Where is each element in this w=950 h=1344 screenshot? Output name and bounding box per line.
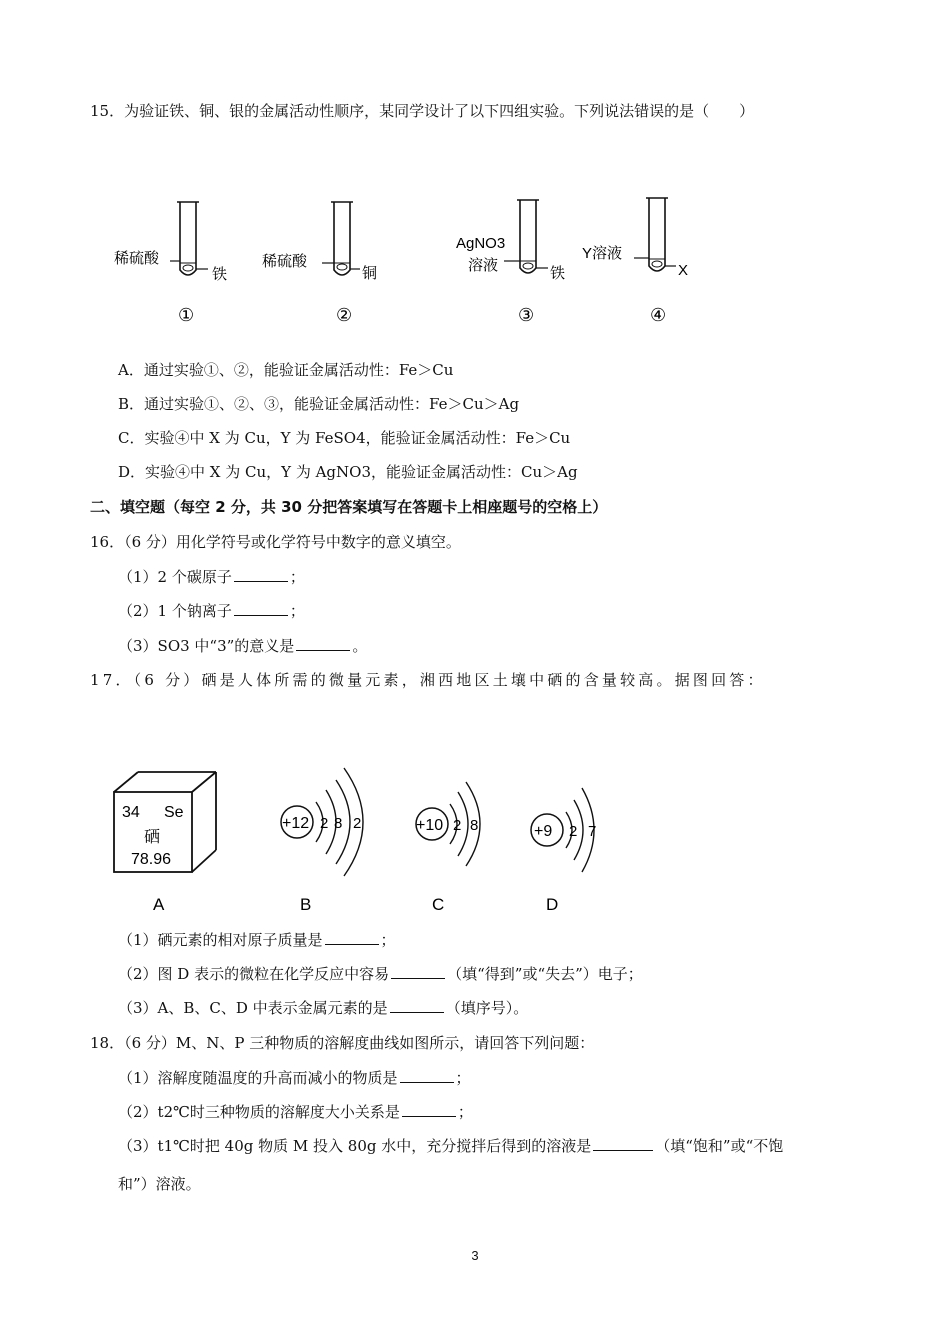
tube-1-metal: 铁 bbox=[212, 266, 228, 283]
tube-4-solution: Y溶液 bbox=[582, 245, 623, 262]
tube-4-metal: X bbox=[678, 262, 689, 279]
answer-blank bbox=[234, 567, 288, 582]
q15-test-tubes-figure bbox=[100, 190, 720, 330]
q16-item-2: （2）1 个钠离子 ； bbox=[118, 602, 305, 620]
atom-structure-d bbox=[531, 788, 596, 872]
element-symbol: Se bbox=[164, 804, 184, 821]
tube-2-solution: 稀硫酸 bbox=[262, 253, 308, 270]
test-tube-1 bbox=[114, 202, 227, 325]
test-tube-4 bbox=[582, 198, 688, 325]
figure-label-a: A bbox=[153, 895, 165, 914]
tube-3-metal: 铁 bbox=[550, 265, 566, 282]
nucleus-d: +9 bbox=[534, 823, 553, 840]
q15-option-a: A．通过实验①、②，能验证金属活动性：Fe＞Cu bbox=[118, 361, 454, 379]
answer-blank bbox=[391, 964, 445, 979]
q16-item-1: （1）2 个碳原子 ； bbox=[118, 568, 305, 586]
q18-item-3-continuation: 和”）溶液。 bbox=[118, 1175, 201, 1193]
atom-structure-b bbox=[281, 768, 363, 876]
nucleus-b: +12 bbox=[282, 815, 310, 832]
shell-d-2: 7 bbox=[588, 823, 597, 840]
test-tube-2 bbox=[262, 202, 377, 325]
answer-blank bbox=[390, 998, 444, 1013]
shell-b-2: 8 bbox=[334, 815, 343, 832]
answer-blank bbox=[296, 636, 350, 651]
tube-2-metal: 铜 bbox=[362, 265, 378, 282]
q17-item-2: （2）图 D 表示的微粒在化学反应中容易 （填“得到”或“失去”）电子； bbox=[118, 965, 643, 983]
q15-option-b: B．通过实验①、②、③，能验证金属活动性：Fe＞Cu＞Ag bbox=[118, 395, 520, 413]
shell-b-1: 2 bbox=[320, 815, 329, 832]
answer-blank bbox=[234, 601, 288, 616]
q18-item-1: （1）溶解度随温度的升高而减小的物质是 ； bbox=[118, 1069, 471, 1087]
figure-label-d: D bbox=[546, 895, 559, 914]
q17-figure bbox=[108, 760, 628, 920]
section-2-title: 二、填空题（每空 2 分，共 30 分把答案填写在答题卡上相座题号的空格上） bbox=[90, 498, 608, 516]
shell-b-3: 2 bbox=[353, 815, 362, 832]
tube-1-solution: 稀硫酸 bbox=[114, 250, 160, 267]
q16-stem: 16．（6 分）用化学符号或化学符号中数字的意义填空。 bbox=[90, 533, 461, 551]
element-cell-selenium bbox=[114, 772, 216, 872]
shell-c-1: 2 bbox=[453, 817, 462, 834]
answer-blank bbox=[593, 1136, 653, 1151]
element-name: 硒 bbox=[144, 829, 161, 846]
tube-2-label: ② bbox=[336, 305, 353, 325]
atom-structure-c bbox=[416, 782, 480, 866]
figure-label-c: C bbox=[432, 895, 445, 914]
tube-3-solution-word: 溶液 bbox=[468, 257, 499, 274]
q17-item-3: （3）A、B、C、D 中表示金属元素的是 （填序号）。 bbox=[118, 999, 529, 1017]
tube-1-label: ① bbox=[178, 305, 195, 325]
q15-option-c: C．实验④中 X 为 Cu，Y 为 FeSO4，能验证金属活动性：Fe＞Cu bbox=[118, 429, 571, 447]
q16-item-3: （3）SO3 中“3”的意义是 。 bbox=[118, 637, 368, 655]
shell-c-2: 8 bbox=[470, 817, 479, 834]
answer-blank bbox=[400, 1068, 454, 1083]
test-tube-3 bbox=[456, 200, 565, 325]
q18-item-2: （2）t2℃时三种物质的溶解度大小关系是 ； bbox=[118, 1103, 473, 1121]
tube-4-label: ④ bbox=[650, 305, 667, 325]
page-number: 3 bbox=[471, 1248, 479, 1263]
figure-label-b: B bbox=[300, 895, 312, 914]
atomic-number: 34 bbox=[122, 804, 140, 821]
tube-3-label: ③ bbox=[518, 305, 535, 325]
q17-item-1: （1）硒元素的相对原子质量是 ； bbox=[118, 931, 396, 949]
q15-stem: 15．为验证铁、铜、银的金属活动性顺序，某同学设计了以下四组实验。下列说法错误的是（ ） bbox=[90, 102, 755, 120]
q17-stem: 17．（6 分）硒是人体所需的微量元素，湘西地区土壤中硒的含量较高。据图回答： bbox=[90, 671, 766, 689]
q18-stem: 18．（6 分）M、N、P 三种物质的溶解度曲线如图所示，请回答下列问题： bbox=[90, 1034, 595, 1052]
atomic-mass: 78.96 bbox=[131, 851, 172, 868]
q15-option-d: D．实验④中 X 为 Cu，Y 为 AgNO3，能验证金属活动性：Cu＞Ag bbox=[118, 463, 578, 481]
answer-blank bbox=[402, 1102, 456, 1117]
nucleus-c: +10 bbox=[416, 817, 444, 834]
shell-d-1: 2 bbox=[569, 823, 578, 840]
tube-3-solution-formula: AgNO3 bbox=[456, 235, 506, 252]
answer-blank bbox=[325, 930, 379, 945]
q18-item-3: （3）t1℃时把 40g 物质 M 投入 80g 水中，充分搅拌后得到的溶液是 （填“饱和”或“不饱 bbox=[118, 1137, 784, 1155]
